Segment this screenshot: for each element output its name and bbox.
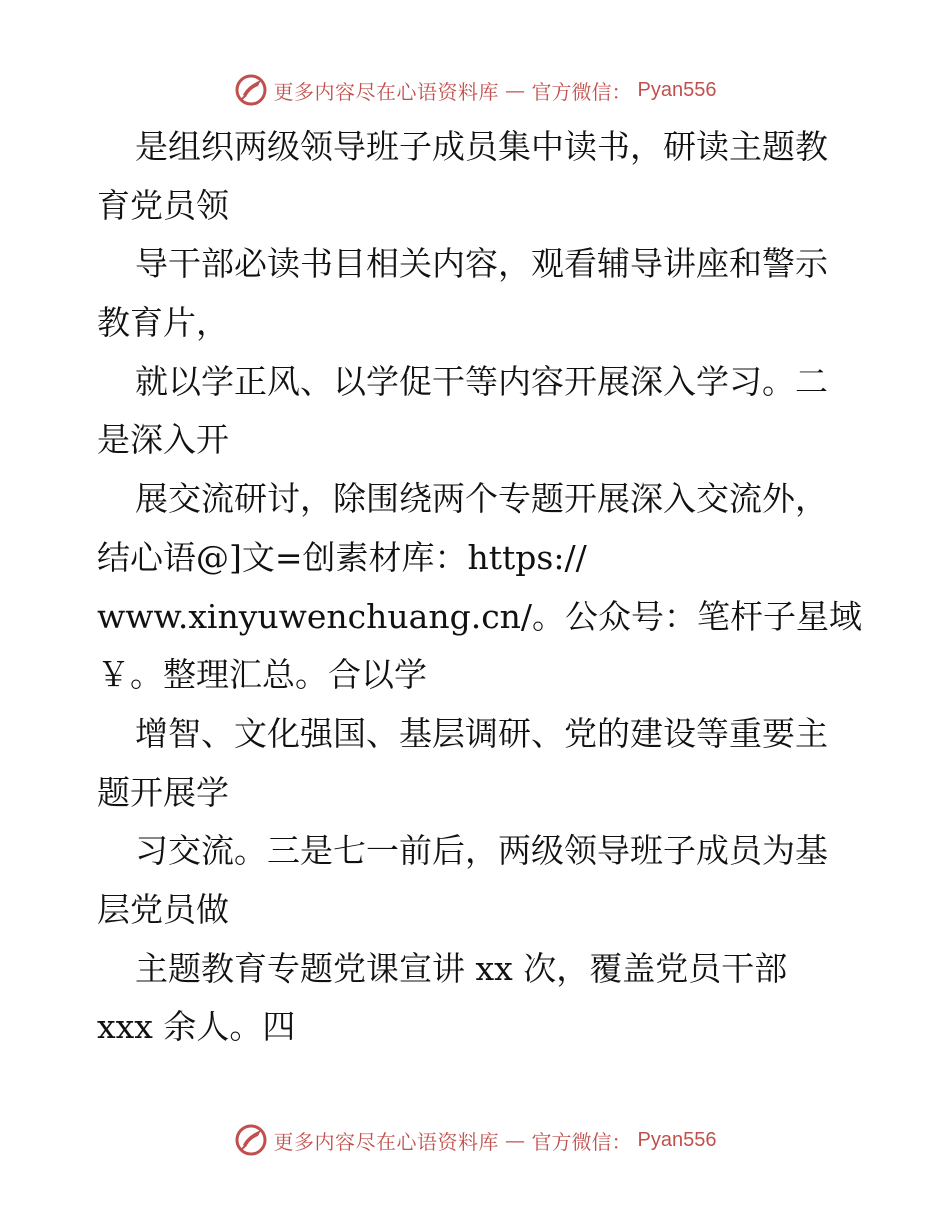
body-line: 教育片， — [97, 303, 229, 343]
body-line: 题开展学 — [97, 772, 229, 812]
body-line: 展交流研讨，除围绕两个专题开展深入交流外， — [135, 479, 828, 519]
footer-banner-text: 更多内容尽在心语资料库 — [273, 1129, 500, 1154]
body-line: 就以学正风、以学促干等内容开展深入学习。二 — [135, 361, 828, 401]
header-wechat-id: Pyan556 — [637, 78, 717, 101]
header-banner — [0, 70, 950, 110]
header-wechat-label: 官方微信： — [531, 79, 632, 104]
body-line: 层党员做 — [97, 889, 229, 929]
body-line: ￥。整理汇总。合以学 — [97, 655, 427, 695]
header-banner-separator: — — [505, 78, 526, 102]
body-line: 增智、文化强国、基层调研、党的建设等重要主 — [135, 713, 828, 753]
header-banner-text: 更多内容尽在心语资料库 — [273, 79, 500, 104]
body-line: 是组织两级领导班子成员集中读书，研读主题教 — [135, 127, 828, 166]
body-line: 结心语@]文=创素材库：https:// — [97, 537, 587, 577]
pen-logo-icon — [234, 73, 268, 107]
footer-wechat-id: Pyan556 — [637, 1128, 717, 1151]
body-line: www.xinyuwenchuang.cn/。公众号：笔杆子星域 — [97, 596, 863, 636]
footer-banner-separator: — — [505, 1128, 526, 1152]
footer-banner — [0, 1120, 950, 1160]
document-body — [97, 118, 867, 1057]
body-line: 是深入开 — [97, 420, 229, 460]
body-line: xxx 余人。四 — [97, 1007, 296, 1047]
body-line: 主题教育专题党课宣讲 xx 次，覆盖党员干部 — [135, 948, 788, 988]
pen-logo-icon — [234, 1123, 268, 1157]
footer-wechat-label: 官方微信： — [531, 1129, 632, 1154]
body-line: 习交流。三是七一前后，两级领导班子成员为基 — [135, 831, 828, 871]
body-line: 育党员领 — [97, 185, 229, 225]
body-line: 导干部必读书目相关内容，观看辅导讲座和警示 — [135, 244, 828, 284]
